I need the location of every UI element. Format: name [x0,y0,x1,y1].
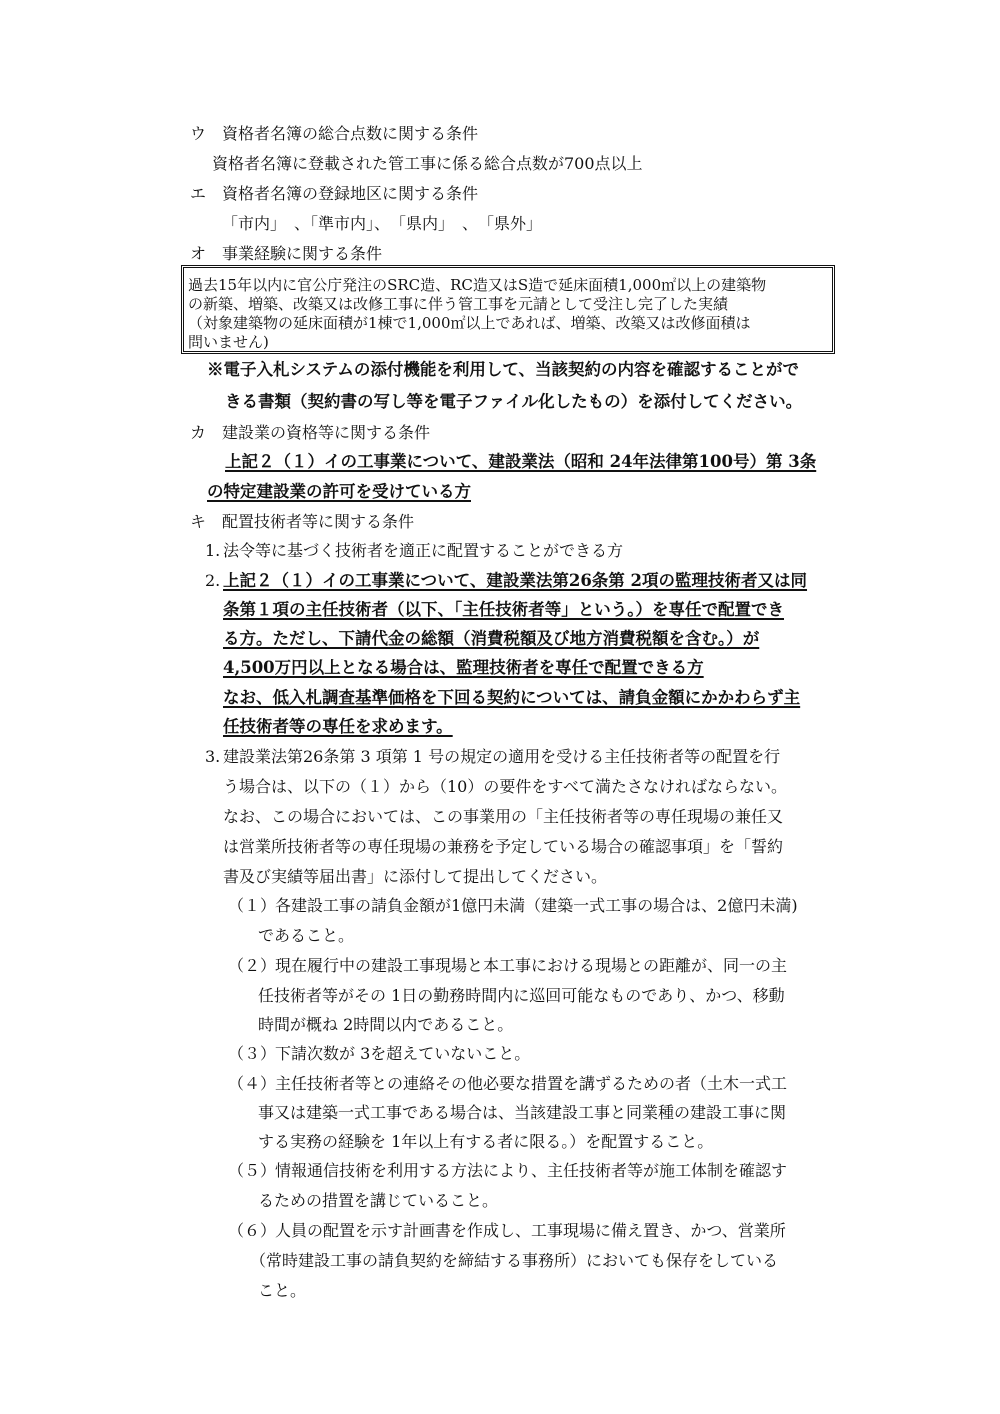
item-2-line: 条第１項の主任技術者（以下、「主任技術者等」という。）を専任で配置でき [223,600,784,619]
item-3-number: 3. [205,747,221,766]
item-2-line: 任技術者等の専任を求めます。 [223,717,453,736]
section-ka-heading: カ 建設業の資格等に関する条件 [190,423,431,442]
item-2-line: なお、低入札調査基準価格を下回る契約については、請負金額にかかわらず主 [223,688,801,707]
section-ka-line: の特定建設業の許可を受けている方 [207,482,471,501]
box-line: 過去15年以内に官公庁発注のSRC造、RC造又はS造で延床面積1,000㎡以上の建築物 [188,276,767,294]
attachment-note-line: ※電子入札システムの添付機能を利用して、当該契約の内容を確認することがで [207,360,800,379]
condition-line: 現在履行中の建設工事現場と本工事における現場との距離が、同一の主 [275,956,788,975]
condition-line: であること。 [258,926,355,945]
condition-line: るための措置を講じていること。 [258,1191,499,1210]
section-e-heading: エ 資格者名簿の登録地区に関する条件 [190,184,479,203]
attachment-note-line: きる書類（契約書の写し等を電子ファイル化したもの）を添付してください。 [225,392,803,411]
section-o-heading: オ 事業経験に関する条件 [190,244,383,263]
item-3-line: 書及び実績等届出書」に添付して提出してください。 [223,867,608,886]
condition-line: 下請次数が 3を超えていないこと。 [275,1044,531,1063]
condition-line: （常時建設工事の請負契約を締結する事務所）においても保存をしている [250,1251,779,1270]
box-line: 問いません) [188,333,269,351]
item-1-number: 1. [205,541,221,560]
condition-line: 事又は建築一式工事である場合は、当該建設工事と同業種の建設工事に関 [258,1103,787,1122]
condition-number: （３） [228,1044,277,1063]
condition-line: 人員の配置を示す計画書を作成し、工事現場に備え置き、かつ、営業所 [275,1221,786,1240]
box-line: の新築、増築、改築又は改修工事に伴う管工事を元請として受注し完了した実績 [188,295,729,313]
item-3-line: は営業所技術者等の専任現場の兼務を予定している場合の確認事項」を「誓約 [223,837,784,856]
section-u-heading: ウ 資格者名簿の総合点数に関する条件 [190,124,479,143]
condition-line: 任技術者等がその 1日の勤務時間内に巡回可能なものであり、かつ、移動 [258,986,785,1005]
item-2-line: 上記２（１）イの工事業について、建設業法第26条第 2項の監理技術者又は同 [223,571,808,590]
condition-line: 各建設工事の請負金額が1億円未満（建築一式工事の場合は、2億円未満) [275,896,798,915]
experience-requirement-box [181,265,835,354]
condition-line: こと。 [258,1281,307,1300]
condition-line: する実務の経験を 1年以上有する者に限る。）を配置すること。 [258,1132,714,1151]
item-2-line: る方。ただし、下請代金の総額（消費税額及び地方消費税額を含む。）が [223,629,760,648]
section-ka-line: 上記２（１）イの工事業について、建設業法（昭和 24年法律第100号）第 3条 [225,452,817,471]
section-ki-heading: キ 配置技術者等に関する条件 [190,512,415,531]
condition-number: （２） [228,956,277,975]
condition-line: 主任技術者等との連絡その他必要な措置を講ずるための者（土木一式工 [275,1074,788,1093]
item-2-line: 4,500万円以上となる場合は、監理技術者を専任で配置できる方 [223,658,704,677]
condition-number: （５） [228,1161,277,1180]
item-3-line: う場合は、以下の（１）から（10）の要件をすべて満たさなければならない。 [223,777,788,796]
condition-number: （１） [228,896,277,915]
item-1-line: 法令等に基づく技術者を適正に配置することができる方 [223,541,624,560]
section-u-body: 資格者名簿に登載された管工事に係る総合点数が700点以上 [212,154,643,173]
section-e-body: 「市内」 、「準市内」、 「県内」 、 「県外」 [222,214,543,233]
item-3-line: 建設業法第26条第 3 項第 1 号の規定の適用を受ける主任技術者等の配置を行 [223,747,781,766]
item-2-number: 2. [205,571,221,590]
box-line: （対象建築物の延床面積が1棟で1,000㎡以上であれば、増築、改築又は改修面積は [188,314,751,332]
condition-line: 時間が概ね 2時間以内であること。 [258,1015,514,1034]
item-3-line: なお、この場合においては、この事業用の「主任技術者等の専任現場の兼任又 [223,807,784,826]
condition-number: （６） [228,1221,277,1240]
condition-line: 情報通信技術を利用する方法により、主任技術者等が施工体制を確認す [275,1161,788,1180]
condition-number: （４） [228,1074,277,1093]
